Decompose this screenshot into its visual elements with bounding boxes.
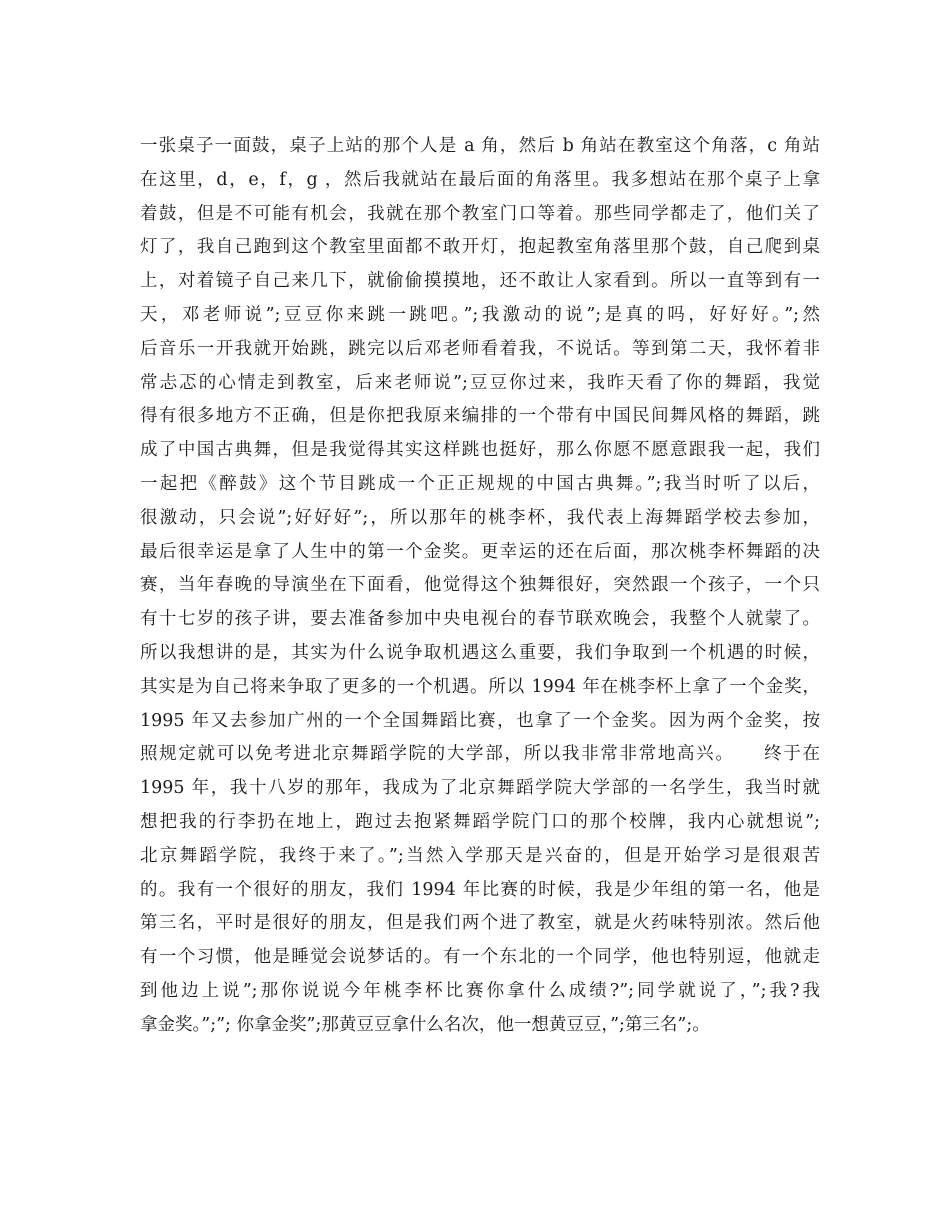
text-line: 1995 年又去参加广州的一个全国舞蹈比赛，也拿了一个金奖。因为两个金奖，按	[140, 710, 820, 731]
text-line: 想把我的行李扔在地上，跑过去抱紧舞蹈学院门口的那个校牌，我内心就想说”;	[140, 811, 820, 832]
text-line: 一张桌子一面鼓，桌子上站的那个人是 a 角，然后 b 角站在教室这个角落，c 角站	[140, 136, 820, 156]
text-line: 拿金奖。”;”; 你拿金奖”;那黄豆豆拿什么名次，他一想黄豆豆，”;第三名”;。	[140, 1014, 710, 1035]
text-line: 北京舞蹈学院，我终于来了。”;当然入学那天是兴奋的，但是开始学习是很艰苦	[140, 845, 820, 866]
text-line: 有一个习惯，他是睡觉会说梦话的。有一个东北的一个同学，他也特别逗，他就走	[140, 947, 820, 968]
text-line: 一起把《醉鼓》这个节目跳成一个正正规规的中国古典舞。”;我当时听了以后，	[140, 473, 820, 494]
text-line: 1995 年，我十八岁的那年，我成为了北京舞蹈学院大学部的一名学生，我当时就	[140, 778, 820, 799]
text-line: 第三名，平时是很好的朋友，但是我们两个进了教室，就是火药味特别浓。然后他	[140, 913, 820, 934]
text-line: 灯了，我自己跑到这个教室里面都不敢开灯，抱起教室角落里那个鼓，自己爬到桌	[140, 237, 820, 258]
text-line: 很激动，只会说”;好好好”;，所以那年的桃李杯，我代表上海舞蹈学校去参加，	[140, 507, 820, 528]
text-line: 的。我有一个很好的朋友，我们 1994 年比赛的时候，我是少年组的第一名，他是	[140, 879, 820, 900]
text-line: 有十七岁的孩子讲，要去准备参加中央电视台的春节联欢晚会，我整个人就蒙了。	[140, 609, 820, 630]
text-line: 得有很多地方不正确，但是你把我原来编排的一个带有中国民间舞风格的舞蹈，跳	[140, 406, 820, 427]
text-line: 在这里，d，e，f，g ，然后我就站在最后面的角落里。我多想站在那个桌子上拿	[140, 169, 820, 190]
text-line: 天，邓老师说”;豆豆你来跳一跳吧。”;我激动的说”;是真的吗，好好好。”;然	[140, 304, 820, 325]
text-line: 照规定就可以免考进北京舞蹈学院的大学部，所以我非常非常地高兴。 终于在	[140, 744, 820, 765]
text-line: 最后很幸运是拿了人生中的第一个金奖。更幸运的还在后面，那次桃李杯舞蹈的决	[140, 541, 820, 562]
text-line: 其实是为自己将来争取了更多的一个机遇。所以 1994 年在桃李杯上拿了一个金奖，	[140, 676, 820, 697]
text-line: 上，对着镜子自己来几下，就偷偷摸摸地，还不敢让人家看到。所以一直等到有一	[140, 271, 820, 292]
text-line: 到他边上说”;那你说说今年桃李杯比赛你拿什么成绩?”;同学就说了，”;我?我	[140, 980, 820, 1001]
text-line: 常忐忑的心情走到教室，后来老师说”;豆豆你过来，我昨天看了你的舞蹈，我觉	[140, 372, 820, 393]
text-line: 后音乐一开我就开始跳，跳完以后邓老师看着我，不说话。等到第二天，我怀着非	[140, 338, 820, 359]
text-line: 所以我想讲的是，其实为什么说争取机遇这么重要，我们争取到一个机遇的时候，	[140, 642, 820, 663]
text-line: 赛，当年春晚的导演坐在下面看，他觉得这个独舞很好，突然跟一个孩子，一个只	[140, 575, 820, 596]
text-line: 成了中国古典舞，但是我觉得其实这样跳也挺好，那么你愿不愿意跟我一起，我们	[140, 440, 820, 461]
text-line: 着鼓，但是不可能有机会，我就在那个教室门口等着。那些同学都走了，他们关了	[140, 203, 820, 224]
body-text	[140, 130, 820, 1043]
